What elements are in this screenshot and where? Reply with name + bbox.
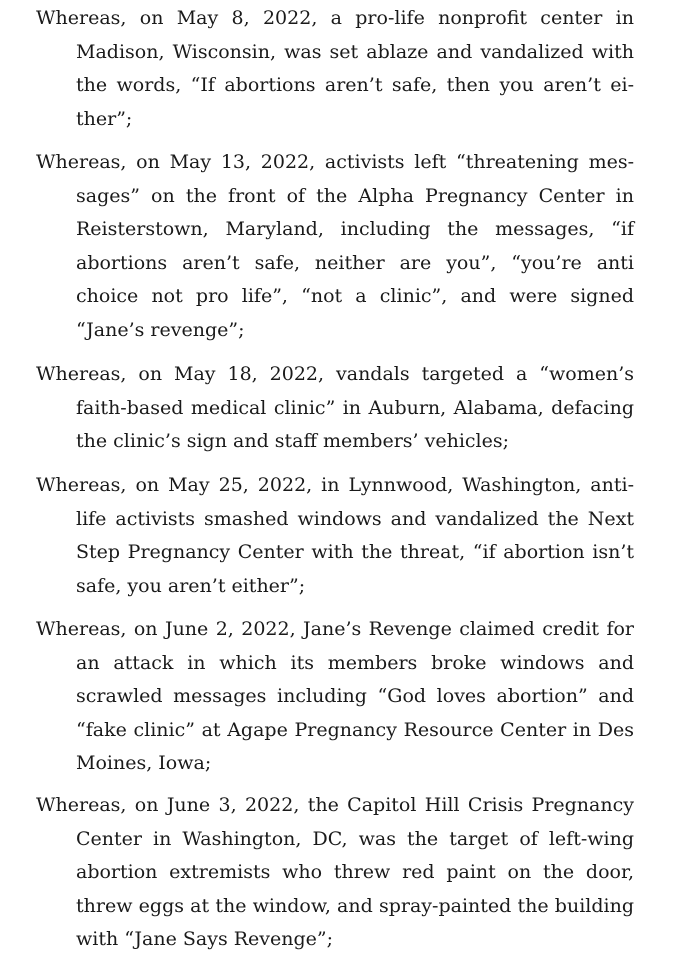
whereas-clause-madison: Whereas, on May 8, 2022, a pro-life nonprofit center in Madison, Wisconsin, was set ablaze and vandalized with the words, “If abortions aren’t safe, then you aren’t either”; (36, 7, 634, 130)
whereas-clause-capitol-hill: Whereas, on June 3, 2022, the Capitol Hill Crisis Pregnancy Center in Washington, DC, was the target of left-wing abortion extremists who threw red paint on the door, threw eggs at the window, and spray-painted the building with “Jane Says Revenge”; (36, 794, 634, 951)
whereas-clause-auburn: Whereas, on May 18, 2022, vandals targeted a “women’s faith-based medical clinic” in Auburn, Alabama, defacing the clinic’s sign and staff members’ vehicles; (36, 363, 634, 453)
whereas-clause-lynnwood: Whereas, on May 25, 2022, in Lynnwood, Washington, antilife activists smashed windows and vandalized the Next Step Pregnancy Center with the threat, “if abortion isn’t safe, you aren’t either”; (36, 474, 634, 597)
whereas-clause-des-moines: Whereas, on June 2, 2022, Jane’s Revenge claimed credit for an attack in which its members broke windows and scrawled messages including “God loves abortion” and “fake clinic” at Agape Pregnancy Resource Center in Des Moines, Iowa; (36, 618, 634, 775)
whereas-clause-reisterstown: Whereas, on May 13, 2022, activists left “threatening messages” on the front of the Alpha Pregnancy Center in Reisterstown, Maryland, including the messages, “if abortions aren’t safe, neither are you”, “you’re anti choice not pro life”, “not a clinic”, and were signed “Jane’s revenge”; (36, 151, 634, 341)
